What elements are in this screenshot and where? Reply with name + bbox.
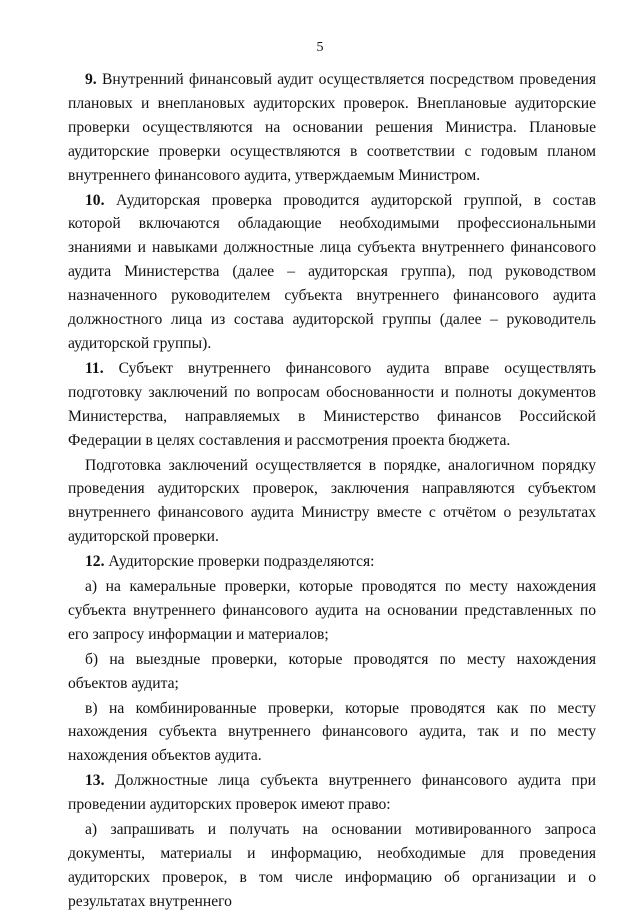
paragraph-number: 9. (85, 71, 97, 88)
paragraph-text: Аудиторская проверка проводится аудиторской группой, в состав которой включаются обладающие необходимыми профессиональными знаниями и навыками должностные лица субъекта внутреннего финансового аудита Министерства (далее – аудиторская группа), под руководством назначенного руководителем субъекта внутреннего финансового аудита должностного лица из состава аудиторской группы (далее – руководитель аудиторской группы). (68, 191, 596, 352)
paragraph-number: 11. (85, 359, 104, 377)
paragraph-text: б) на выездные проверки, которые проводятся по месту нахождения объектов аудита; (68, 650, 596, 692)
page-number: 5 (316, 40, 324, 55)
paragraph-11 (68, 357, 596, 453)
paragraph-number: 13. (85, 772, 105, 790)
paragraph-text: Субъект внутреннего финансового аудита вправе осуществлять подготовку заключений по вопросам обоснованности и полноты документов Министерства, направляемых в Министерство финансов Российской Федерации в целях составления и рассмотрения проекта бюджета. (68, 359, 596, 449)
paragraph-text: в) на комбинированные проверки, которые проводятся как по месту нахождения субъекта внутреннего финансового аудита, так и по месту нахождения объектов аудита. (68, 699, 596, 765)
paragraph-text: Подготовка заключений осуществляется в порядке, аналогичном порядку проведения аудиторских проверок, заключения направляются субъектом внутреннего финансового аудита Министру вместе с отчётом о результатах аудиторской проверки. (68, 456, 596, 546)
list-item-13-a (68, 818, 596, 914)
document-body (68, 68, 596, 914)
paragraph-number: 12. (85, 553, 105, 571)
paragraph-9 (68, 68, 596, 188)
paragraph-text: Внутренний финансовый аудит осуществляется посредством проведения плановых и внеплановых аудиторских проверок. Внеплановые аудиторские проверки осуществляются на основании решения Министра. Плановые аудиторские проверки осуществляются в соответствии с годовым планом внутреннего финансового аудита, утверждаемым Министром. (68, 71, 596, 184)
paragraph-11-continued (68, 454, 596, 550)
paragraph-number: 10. (85, 191, 105, 209)
paragraph-12 (68, 550, 596, 574)
list-item-b (68, 648, 596, 696)
paragraph-text: а) запрашивать и получать на основании мотивированного запроса документы, материалы и информацию, необходимые для проведения аудиторских проверок, в том числе информацию об организации и о результатах внутреннего (68, 821, 596, 910)
paragraph-10 (68, 189, 596, 356)
paragraph-text: Аудиторские проверки подразделяются: (104, 553, 375, 571)
list-item-a (68, 575, 596, 647)
paragraph-text: а) на камеральные проверки, которые проводятся по месту нахождения субъекта внутреннего финансового аудита на основании представленных по его запросу информации и материалов; (68, 578, 596, 643)
paragraph-13 (68, 769, 596, 817)
paragraph-text: Должностные лица субъекта внутреннего финансового аудита при проведении аудиторских проверок имеют право: (68, 772, 596, 814)
list-item-v (68, 697, 596, 769)
